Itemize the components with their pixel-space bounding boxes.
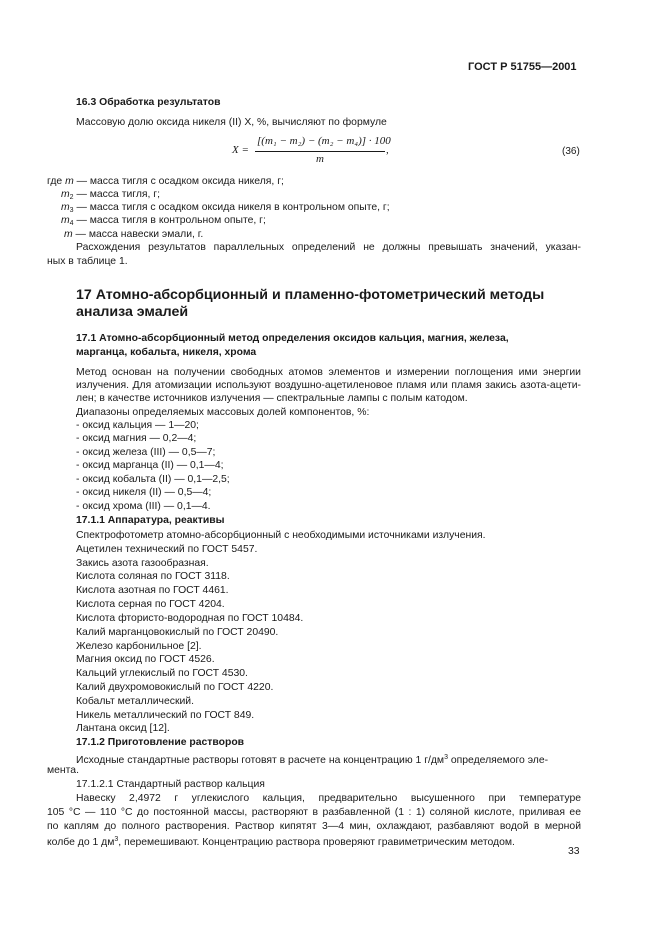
range-item: - оксид кальция — 1—20;: [76, 420, 199, 431]
equipment-item: Никель металлический по ГОСТ 849.: [76, 710, 255, 721]
ranges-intro: Диапазоны определяемых массовых долей компонентов, %:: [76, 407, 370, 418]
formula-fraction-line: [255, 151, 385, 152]
equipment-item: Калий двухромовокислый по ГОСТ 4220.: [76, 682, 274, 693]
equipment-item: Закись азота газообразная.: [76, 558, 209, 569]
formula-numerator: [(m₁ − m₂) − (m₂ − m₄)] · 100: [257, 135, 391, 147]
section-heading-17-1-2: 17.1.2 Приготовление растворов: [76, 737, 245, 748]
range-item: - оксид марганца (II) — 0,1—4;: [76, 460, 224, 471]
section-heading-17-1: 17.1 Атомно-абсорбционный метод определения оксидов кальция, магния, железа,: [76, 333, 509, 344]
equipment-item: Кальций углекислый по ГОСТ 4530.: [76, 668, 248, 679]
where-item: где m — масса тигля с осадком оксида никеля, г;: [47, 176, 284, 187]
range-item: - оксид никеля (II) — 0,5—4;: [76, 487, 212, 498]
equipment-item: Ацетилен технический по ГОСТ 5457.: [76, 544, 258, 555]
calc-text-line: колбе до 1 $дм^3$, перемешивают. Концентрацию раствора проверяют гравиметрическим методом.: [47, 836, 515, 848]
where-item: $m_3$ — масса тигля с осадком оксида никеля в контрольном опыте, г;: [61, 202, 390, 214]
calc-text-line: Навеску 2,4972 г углекислого кальция, предварительно высушенного при температуре: [76, 793, 581, 804]
page-number: 33: [568, 846, 580, 857]
range-item: - оксид кобальта (II) — 0,1—2,5;: [76, 474, 230, 485]
equipment-item: Кислота азотная по ГОСТ 4461.: [76, 585, 229, 596]
divergence-note-line: Расхождения результатов параллельных определений не должны превышать значений, указан-: [76, 242, 581, 253]
prep-text-line: Исходные стандартные растворы готовят в расчете на концентрацию 1 $г/дм^3$ определяемого эле-: [76, 754, 549, 766]
section-heading-17-1-cont: марганца, кобальта, никеля, хрома: [76, 347, 257, 358]
section-heading-17-1-1: 17.1.1 Аппаратура, реактивы: [76, 515, 225, 526]
method-text-line: лен; в качестве источников излучения — спектральные лампы с полым катодом.: [76, 393, 468, 404]
formula-denominator: m: [316, 153, 324, 165]
section-title-17: 17 Атомно-абсорбционный и пламенно-фотометрический методы: [76, 287, 545, 303]
range-item: - оксид железа (III) — 0,5—7;: [76, 447, 216, 458]
section-heading-16-3: 16.3 Обработка результатов: [76, 97, 221, 108]
equipment-item: Железо карбонильное [2].: [76, 641, 202, 652]
formula-trailing-comma: ,: [386, 144, 389, 156]
section-heading-17-1-2-1: 17.1.2.1 Стандартный раствор кальция: [76, 779, 265, 790]
where-item: m — масса навески эмали, г.: [64, 229, 204, 240]
method-text-line: излучения. Для атомизации используют воздушно-ацетиленовое пламя или пламя закись азота-ацети-: [76, 380, 581, 391]
range-item: - оксид хрома (III) — 0,1—4.: [76, 501, 211, 512]
range-item: - оксид магния — 0,2—4;: [76, 433, 197, 444]
divergence-note-line: ных в таблице 1.: [47, 256, 128, 267]
section-title-17-cont: анализа эмалей: [76, 304, 189, 320]
prep-text-line: мента.: [47, 765, 79, 776]
equipment-item: Кобальт металлический.: [76, 696, 194, 707]
where-item: $m_2$ — масса тигля, г;: [61, 189, 160, 201]
equipment-item: Кислота соляная по ГОСТ 3118.: [76, 571, 230, 582]
equipment-item: Лантана оксид [12].: [76, 723, 170, 734]
equipment-item: Кислота серная по ГОСТ 4204.: [76, 599, 225, 610]
equipment-item: Кислота фтористо-водородная по ГОСТ 10484.: [76, 613, 304, 624]
formula-intro: Массовую долю оксида никеля (II) X, %, вычисляют по формуле: [76, 117, 387, 128]
document-id-header: ГОСТ Р 51755—2001: [468, 61, 577, 73]
calc-text-line: 105 °С — 110 °С до постоянной массы, растворяют в разбавленной (1 : 1) соляной кислоте, приливая ее: [47, 807, 581, 818]
formula-lhs: X =: [232, 144, 249, 156]
equipment-item: Калий марганцовокислый по ГОСТ 20490.: [76, 627, 279, 638]
equipment-item: Магния оксид по ГОСТ 4526.: [76, 654, 215, 665]
equipment-item: Спектрофотометр атомно-абсорбционный с необходимыми источниками излучения.: [76, 530, 486, 541]
where-item: $m_4$ — масса тигля в контрольном опыте, г;: [61, 215, 266, 227]
method-text-line: Метод основан на получении свободных атомов элементов и измерении поглощения ими энергии: [76, 367, 581, 378]
calc-text-line: по каплям до полного растворения. Раствор кипятят 3—4 мин, охлаждают, разбавляют водой в мерной: [47, 821, 581, 832]
formula-number: (36): [562, 146, 580, 157]
